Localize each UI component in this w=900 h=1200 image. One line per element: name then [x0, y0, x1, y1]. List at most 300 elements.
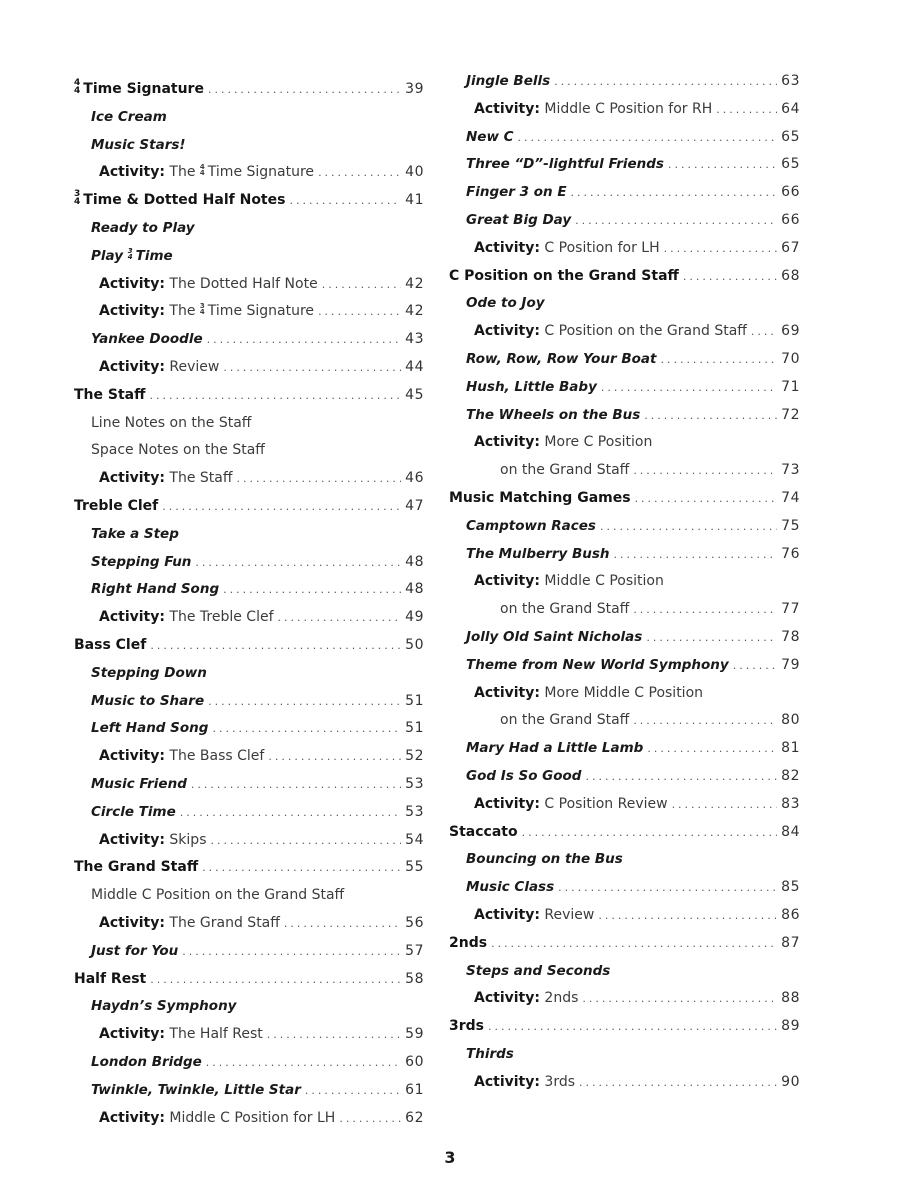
time-signature-bottom: 4: [74, 197, 81, 208]
time-signature-glyph: [200, 164, 205, 176]
toc-page-number: 65: [781, 156, 800, 173]
toc-page-number: 56: [405, 915, 424, 931]
dot-leader: [522, 822, 778, 844]
activity-label: Activity:: [99, 831, 165, 848]
toc-page-number: 85: [781, 879, 800, 896]
toc-entry-title: [91, 578, 219, 600]
toc-page-number: 42: [405, 303, 424, 320]
dot-leader: [289, 190, 401, 212]
dot-leader: [668, 154, 777, 176]
toc-entry-text: Camptown Races: [466, 517, 596, 534]
toc-entry-title: [91, 106, 167, 128]
toc-page-number: 48: [405, 581, 424, 598]
toc-entry-text: Space Notes on the Staff: [91, 442, 265, 459]
toc-entry[interactable]: [91, 940, 424, 962]
toc-entry-text: Staccato: [449, 823, 518, 840]
dot-leader: [558, 877, 777, 899]
toc-entry-text: Bouncing on the Bus: [466, 851, 623, 868]
toc-entry[interactable]: [91, 328, 424, 350]
toc-entry-text: Three “D”-lightful Friends: [466, 156, 664, 173]
toc-entry[interactable]: [466, 181, 800, 203]
toc-entry-title: [99, 1023, 263, 1045]
toc-entry-text: Middle C Position for LH: [169, 1109, 336, 1126]
toc-entry-text: Yankee Doodle: [91, 331, 203, 348]
toc-entry[interactable]: [449, 487, 800, 509]
toc-entry-title: [466, 543, 610, 565]
toc-entry-title: [474, 682, 703, 704]
activity-label: Activity:: [99, 1026, 165, 1043]
dot-leader: [211, 830, 402, 852]
toc-entry[interactable]: [474, 1071, 800, 1093]
page-number: 3: [444, 1148, 456, 1167]
toc-entry-text: The Staff: [169, 470, 233, 487]
toc-entry-text: Play: [91, 247, 124, 264]
toc-entry-title: [99, 829, 207, 851]
toc-entry-title: [99, 912, 280, 934]
toc-entry-text: Middle C Position: [544, 573, 664, 590]
toc-entry[interactable]: [466, 292, 800, 314]
toc-page-number: 67: [781, 239, 800, 256]
toc-entry-title: [466, 848, 623, 870]
toc-entry-title: [474, 237, 660, 259]
toc-entry[interactable]: [466, 70, 800, 92]
toc-entry-text: Thirds: [466, 1046, 514, 1062]
toc-page-number: 81: [781, 740, 800, 757]
toc-entry-title: [466, 181, 567, 203]
toc-entry[interactable]: [74, 856, 424, 878]
toc-page-number: 62: [405, 1109, 424, 1126]
toc-entry[interactable]: [74, 634, 424, 656]
dot-leader: [278, 607, 402, 629]
toc-entry-text: Mary Had a Little Lamb: [466, 740, 644, 757]
dot-leader: [318, 301, 401, 323]
toc-entry[interactable]: [99, 161, 424, 183]
toc-entry-title: [91, 662, 207, 684]
toc-entry-text: The: [169, 303, 196, 320]
toc-entry-text: Haydn’s Symphony: [91, 998, 237, 1015]
toc-entry-text: C Position on the Grand Staff: [449, 267, 679, 284]
dot-leader: [601, 377, 777, 399]
toc-entry-text-after: Time Signature: [207, 164, 315, 181]
toc-page-number: 57: [405, 942, 424, 959]
time-signature-glyph: [74, 190, 80, 206]
toc-entry-text: Line Notes on the Staff: [91, 414, 252, 431]
toc-entry-title: [449, 932, 487, 954]
toc-entry-title: [91, 245, 173, 267]
toc-entry-text: The Dotted Half Note: [169, 275, 318, 292]
toc-entry-title: [466, 654, 729, 676]
toc-entry-text: C Position on the Grand Staff: [544, 323, 747, 340]
toc-entry-title: [99, 273, 318, 295]
toc-entry-title: [91, 773, 187, 795]
toc-entry-title: [91, 801, 176, 823]
toc-entry[interactable]: [474, 98, 800, 120]
toc-page-number: 45: [405, 386, 424, 403]
dot-leader: [223, 579, 401, 601]
toc-entry[interactable]: [91, 523, 424, 545]
toc-entry-title: [474, 98, 712, 120]
toc-entry[interactable]: [466, 543, 800, 565]
toc-page-number: 77: [781, 601, 800, 618]
toc-page-number: 43: [405, 331, 424, 348]
toc-page-number: 70: [781, 351, 800, 367]
toc-entry[interactable]: [466, 765, 800, 787]
toc-entry-text: Right Hand Song: [91, 581, 220, 598]
toc-entry-text: The Half Rest: [169, 1026, 263, 1043]
toc-entry-title: [99, 161, 314, 183]
time-signature-top: 3: [74, 189, 81, 200]
dot-leader: [207, 329, 402, 351]
toc-entry-text: Jolly Old Saint Nicholas: [466, 629, 643, 645]
toc-entry-text: 2nds: [449, 934, 488, 951]
toc-entry[interactable]: [466, 515, 800, 537]
activity-label: Activity:: [99, 303, 165, 320]
toc-entry[interactable]: [99, 829, 424, 851]
toc-entry-text: Stepping Down: [91, 664, 207, 681]
toc-entry-title: [91, 995, 236, 1017]
activity-label: Activity:: [99, 609, 165, 626]
dot-leader: [751, 321, 777, 343]
toc-entry[interactable]: [474, 793, 800, 815]
dot-leader: [237, 468, 402, 490]
toc-page-number: 88: [781, 990, 800, 1007]
toc-entry[interactable]: [449, 265, 800, 287]
dot-leader: [339, 1108, 401, 1130]
toc-entry[interactable]: [474, 431, 800, 453]
toc-entry-title: [466, 1043, 514, 1065]
toc-entry[interactable]: [91, 773, 424, 795]
toc-entry-text: Stepping Fun: [91, 553, 192, 570]
dot-leader: [318, 162, 401, 184]
dot-leader: [182, 941, 401, 963]
dot-leader: [647, 738, 777, 760]
toc-entry[interactable]: [466, 376, 800, 398]
toc-entry[interactable]: [99, 1023, 424, 1045]
toc-entry-text: The: [169, 164, 196, 181]
toc-entry[interactable]: [474, 987, 800, 1009]
toc-entry-text: Middle C Position for RH: [544, 100, 713, 117]
toc-entry-title: [91, 523, 179, 545]
toc-entry[interactable]: [91, 106, 424, 128]
toc-entry[interactable]: [91, 439, 424, 461]
toc-entry[interactable]: [91, 551, 424, 573]
toc-entry[interactable]: [74, 968, 424, 990]
dot-leader: [571, 182, 778, 204]
toc-entry[interactable]: [91, 412, 424, 434]
dot-leader: [575, 210, 777, 232]
toc-entry-title: [466, 876, 554, 898]
toc-entry[interactable]: [91, 245, 424, 267]
toc-page-number: 52: [405, 748, 424, 765]
time-signature-bottom: 4: [127, 252, 133, 261]
toc-entry-title: [91, 1051, 202, 1073]
activity-label: Activity:: [99, 915, 165, 931]
toc-entry[interactable]: [466, 209, 800, 231]
toc-page-number: 75: [781, 517, 800, 534]
toc-page-number: 87: [781, 934, 800, 951]
toc-page-number: 69: [781, 323, 800, 340]
toc-entry[interactable]: [91, 995, 424, 1017]
toc-entry[interactable]: [74, 495, 424, 517]
toc-page-number: 41: [405, 192, 424, 209]
toc-entry[interactable]: [99, 300, 424, 322]
toc-entry[interactable]: [474, 237, 800, 259]
toc-entry-text-after: Time Signature: [207, 303, 315, 320]
toc-entry-text: Bass Clef: [74, 637, 147, 653]
dot-leader: [150, 635, 401, 657]
toc-page-number: 71: [781, 378, 800, 395]
toc-entry-title: [449, 1015, 484, 1037]
toc-entry-text: Music to Share: [91, 692, 205, 709]
dot-leader: [180, 802, 401, 824]
toc-entry-text: Take a Step: [91, 525, 179, 542]
dot-leader: [644, 405, 777, 427]
toc-entry-title: [474, 793, 668, 815]
toc-entry[interactable]: [91, 690, 424, 712]
toc-entry[interactable]: [466, 1043, 800, 1065]
toc-entry-text: Just for You: [91, 942, 179, 959]
toc-entry[interactable]: [91, 217, 424, 239]
time-signature-glyph: [200, 303, 205, 315]
dot-leader: [614, 544, 778, 566]
toc-entry-text: Music Friend: [91, 776, 187, 792]
toc-entry-title: [466, 292, 545, 314]
toc-page-number: 48: [405, 553, 424, 570]
toc-entry-title: [91, 1079, 301, 1101]
time-signature-bottom: 4: [199, 169, 205, 178]
toc-entry-title: [91, 551, 191, 573]
toc-entry[interactable]: [99, 356, 424, 378]
toc-page-number: 84: [781, 823, 800, 840]
dot-leader: [660, 349, 777, 371]
toc-page-number: 66: [781, 212, 800, 228]
toc-entry-title: [466, 348, 656, 370]
dot-leader: [208, 79, 401, 101]
toc-entry[interactable]: [99, 273, 424, 295]
toc-entry[interactable]: [449, 932, 800, 954]
toc-entry[interactable]: [500, 709, 800, 731]
toc-entry[interactable]: [99, 606, 424, 628]
toc-entry-text: Review: [169, 359, 220, 375]
dot-leader: [491, 933, 777, 955]
toc-entry[interactable]: [99, 1107, 424, 1129]
dot-leader: [598, 905, 777, 927]
toc-page-number: 83: [781, 795, 800, 812]
time-signature-bottom: 4: [74, 86, 81, 96]
toc-entry-title: [449, 487, 631, 509]
toc-entry-text: The Grand Staff: [169, 915, 280, 931]
dot-leader: [268, 746, 401, 768]
toc-page-number: 78: [781, 629, 800, 645]
toc-entry-title: [91, 717, 208, 739]
dot-leader: [716, 99, 777, 121]
toc-entry-text: Left Hand Song: [91, 720, 209, 737]
toc-entry-title: [91, 134, 186, 156]
dot-leader: [554, 71, 777, 93]
toc-entry[interactable]: [99, 467, 424, 489]
toc-entry-text: on the Grand Staff: [500, 462, 630, 479]
toc-entry[interactable]: [74, 384, 424, 406]
toc-page-number: 61: [405, 1081, 424, 1098]
toc-entry[interactable]: [474, 320, 800, 342]
toc-entry[interactable]: [474, 682, 800, 704]
toc-entry-text: Ready to Play: [91, 220, 195, 236]
toc-page-number: 66: [781, 184, 800, 201]
toc-entry-title: [99, 467, 233, 489]
toc-entry-title: [466, 153, 664, 175]
toc-entry[interactable]: [91, 134, 424, 156]
activity-label: Activity:: [99, 470, 165, 487]
toc-entry-text: The Bass Clef: [169, 748, 265, 765]
toc-entry-text: Theme from New World Symphony: [466, 656, 729, 673]
toc-entry[interactable]: [466, 126, 800, 148]
toc-entry-text: Skips: [169, 831, 207, 848]
toc-entry-title: [466, 737, 643, 759]
toc-entry-text: on the Grand Staff: [500, 601, 630, 618]
toc-entry-title: [91, 884, 344, 906]
toc-entry[interactable]: [500, 598, 800, 620]
activity-label: Activity:: [99, 359, 165, 375]
toc-entry-title: [466, 626, 642, 648]
toc-entry[interactable]: [91, 578, 424, 600]
dot-leader: [305, 1080, 401, 1102]
dot-leader: [195, 552, 401, 574]
toc-page-number: 46: [405, 470, 424, 487]
toc-page-number: 51: [405, 692, 424, 709]
toc-entry[interactable]: [74, 78, 424, 100]
toc-entry[interactable]: [91, 662, 424, 684]
toc-entry[interactable]: [449, 821, 800, 843]
toc-entry-title: [74, 78, 204, 100]
toc-entry-text: Steps and Seconds: [466, 962, 611, 979]
toc-entry[interactable]: [466, 848, 800, 870]
dot-leader: [206, 1052, 401, 1074]
toc-entry-text: 3rds: [449, 1018, 484, 1035]
toc-entry[interactable]: [474, 570, 800, 592]
toc-entry-text: Great Big Day: [466, 212, 572, 228]
toc-entry[interactable]: [99, 912, 424, 934]
toc-entry-text: Finger 3 on E: [466, 184, 567, 201]
toc-entry-title: [449, 821, 518, 843]
toc-entry-text: Twinkle, Twinkle, Little Star: [91, 1081, 301, 1098]
toc-page-number: 89: [781, 1018, 800, 1035]
toc-page-number: 60: [405, 1054, 424, 1070]
toc-entry-text: Time Signature: [83, 81, 204, 97]
toc-entry-title: [74, 634, 146, 656]
toc-entry-text: C Position for LH: [544, 239, 660, 256]
toc-entry[interactable]: [466, 654, 800, 676]
toc-entry-text: The Staff: [74, 386, 146, 403]
toc-page-number: 68: [781, 267, 800, 284]
toc-entry-title: [466, 376, 597, 398]
toc-entry[interactable]: [466, 626, 800, 648]
toc-page-number: 54: [405, 831, 424, 848]
toc-entry-title: [91, 439, 265, 461]
toc-page-number: 82: [781, 768, 800, 784]
toc-entry[interactable]: [91, 717, 424, 739]
toc-page-number: 51: [405, 720, 424, 737]
dot-leader: [600, 516, 777, 538]
activity-label: Activity:: [474, 1073, 540, 1090]
toc-entry-text: 3rds: [544, 1073, 576, 1090]
toc-entry-text-after: Time: [135, 247, 173, 264]
toc-entry[interactable]: [91, 1079, 424, 1101]
toc-entry[interactable]: [91, 1051, 424, 1073]
toc-entry[interactable]: [99, 745, 424, 767]
toc-entry-title: [474, 1071, 575, 1093]
toc-entry-text: C Position Review: [544, 795, 668, 812]
toc-entry[interactable]: [466, 348, 800, 370]
toc-page-number: 44: [405, 359, 424, 375]
toc-entry-title: [466, 126, 514, 148]
toc-page-number: 53: [405, 803, 424, 820]
dot-leader: [672, 794, 778, 816]
toc-entry[interactable]: [74, 189, 424, 211]
toc-entry[interactable]: [466, 960, 800, 982]
dot-leader: [223, 357, 401, 379]
toc-entry-text: Music Class: [466, 879, 555, 896]
toc-entry-title: [466, 515, 596, 537]
toc-entry-title: [99, 300, 314, 322]
toc-entry-text: London Bridge: [91, 1054, 202, 1070]
dot-leader: [208, 691, 401, 713]
toc-entry-text: Middle C Position on the Grand Staff: [91, 887, 345, 904]
toc-entry[interactable]: [474, 904, 800, 926]
toc-entry-title: [91, 690, 204, 712]
toc-page-number: 50: [405, 637, 424, 653]
toc-page-number: 80: [781, 712, 800, 729]
toc-entry[interactable]: [449, 1015, 800, 1037]
toc-entry[interactable]: [466, 153, 800, 175]
toc-entry-title: [74, 495, 158, 517]
toc-entry-title: [91, 328, 203, 350]
toc-entry[interactable]: [466, 876, 800, 898]
toc-entry-title: [74, 856, 198, 878]
toc-entry-title: [466, 765, 581, 787]
toc-page-number: 65: [781, 128, 800, 145]
toc-entry-text: Ode to Joy: [466, 295, 545, 312]
toc-entry-title: [99, 1107, 335, 1129]
dot-leader: [202, 857, 401, 879]
toc-entry[interactable]: [91, 801, 424, 823]
dot-leader: [150, 969, 401, 991]
toc-entry-text: Review: [544, 907, 595, 923]
toc-entry-text: Half Rest: [74, 970, 147, 987]
toc-page-number: 86: [781, 907, 800, 923]
activity-label: Activity:: [474, 907, 540, 923]
toc-entry[interactable]: [466, 404, 800, 426]
dot-leader: [633, 710, 777, 732]
toc-page-number: 58: [405, 970, 424, 987]
time-signature-top: 4: [199, 163, 205, 172]
time-signature-top: 3: [127, 246, 133, 255]
toc-entry-title: [74, 384, 145, 406]
toc-entry[interactable]: [91, 884, 424, 906]
dot-leader: [212, 718, 401, 740]
toc-entry-text: Ice Cream: [91, 108, 167, 125]
toc-entry[interactable]: [466, 737, 800, 759]
dot-leader: [518, 127, 778, 149]
toc-entry-title: [474, 987, 578, 1009]
toc-entry-title: [474, 320, 747, 342]
toc-entry[interactable]: [500, 459, 800, 481]
toc-page-number: 73: [781, 462, 800, 479]
toc-entry-title: [99, 356, 219, 378]
toc-entry-text: 2nds: [544, 990, 579, 1007]
dot-leader: [284, 913, 401, 935]
toc-page-number: 55: [405, 859, 424, 876]
dot-leader: [162, 496, 401, 518]
